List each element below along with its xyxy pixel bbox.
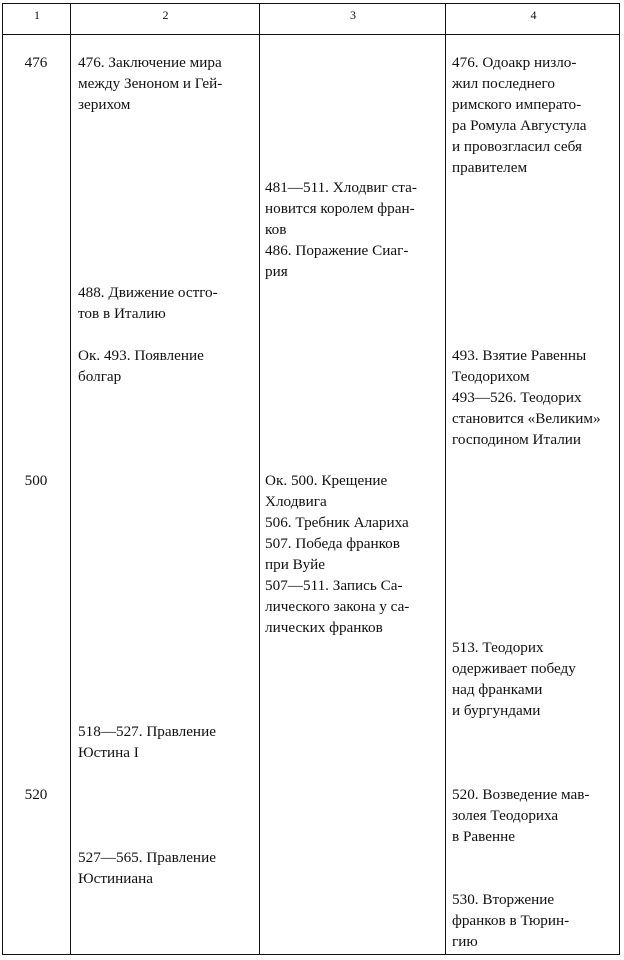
entry-line: болгар (78, 368, 122, 385)
header-col-1: 1 (34, 8, 40, 22)
entry-line: Ок. 500. Крещение (265, 472, 388, 489)
event-odoacer (452, 52, 587, 178)
entry-line: 527—565. Правление (78, 849, 216, 866)
entry-line: жил последнего (452, 75, 555, 92)
entry-line: правителем (452, 159, 528, 176)
header-col-2: 2 (162, 8, 169, 22)
entry-line: 476. Одоакр низло- (452, 54, 577, 71)
entry-line: и бургундами (452, 702, 541, 719)
event-ravenna-taken (452, 345, 601, 450)
event-clovis-king (265, 177, 417, 282)
column-divider-3 (445, 3, 446, 955)
entry-line: 530. Вторжение (452, 891, 555, 908)
entry-line: Юстиниана (78, 870, 153, 887)
entry-line: над франками (452, 681, 543, 698)
entry-line: 513. Теодорих (452, 639, 544, 656)
header-col-4: 4 (530, 8, 537, 22)
entry-line: ков (265, 221, 287, 238)
entry-line: одерживает победу (452, 660, 576, 677)
entry-line: лических франков (265, 619, 383, 636)
event-bulgars (78, 345, 204, 387)
entry-line: франков в Тюрин- (452, 912, 570, 929)
year-500: 500 (24, 472, 48, 489)
event-justin-reign (78, 721, 216, 763)
entry-line: Хлодвига (265, 493, 327, 510)
entry-line: в Равенне (452, 828, 515, 845)
event-mausoleum (452, 784, 589, 847)
event-ostrogoths-italy (78, 282, 218, 324)
entry-line: тов в Италию (78, 305, 166, 322)
entry-line: и провозгласил себя (452, 138, 582, 155)
entry-line: лического закона у са- (265, 598, 410, 615)
entry-line: 481—511. Хлодвиг ста- (265, 179, 417, 196)
header-divider (2, 34, 620, 35)
entry-line: рия (265, 263, 288, 280)
entry-line: 486. Поражение Сиаг- (265, 242, 409, 259)
entry-line: римского императо- (452, 96, 582, 113)
entry-line: между Зеноном и Гей- (78, 75, 223, 92)
entry-line: гию (452, 933, 478, 950)
column-divider-2 (259, 3, 260, 955)
entry-line: 518—527. Правление (78, 723, 216, 740)
entry-line: ра Ромула Августула (452, 117, 587, 134)
entry-line: золея Теодориха (452, 807, 559, 824)
entry-line: господином Италии (452, 431, 582, 448)
entry-line: Теодорихом (452, 368, 530, 385)
entry-line: 506. Требник Алариха (265, 514, 409, 531)
header-col-3: 3 (350, 8, 356, 22)
entry-line: новится королем фран- (265, 200, 415, 217)
event-thuringia-invasion (452, 889, 569, 952)
entry-line: Юстина I (78, 744, 139, 761)
entry-line: 476. Заключение мира (78, 54, 222, 71)
year-476: 476 (24, 54, 48, 71)
event-clovis-baptism (265, 470, 409, 638)
event-justinian-reign (78, 847, 216, 889)
entry-line: зерихом (78, 96, 131, 113)
entry-line: 493—526. Теодорих (452, 389, 582, 406)
entry-line: становится «Великим» (452, 410, 601, 427)
year-520: 520 (24, 786, 48, 803)
entry-line: 520. Возведение мав- (452, 786, 590, 803)
entry-line: 507—511. Запись Са- (265, 577, 403, 594)
entry-line: 507. Победа франков (265, 535, 400, 552)
entry-line: Ок. 493. Появление (78, 347, 204, 364)
entry-line: 488. Движение остго- (78, 284, 218, 301)
event-peace-zeno-geiseric (78, 52, 222, 115)
entry-line: 493. Взятие Равенны (452, 347, 587, 364)
entry-line: при Вуйе (265, 556, 326, 573)
event-theodoric-victory (452, 637, 576, 721)
column-divider-1 (70, 3, 71, 955)
